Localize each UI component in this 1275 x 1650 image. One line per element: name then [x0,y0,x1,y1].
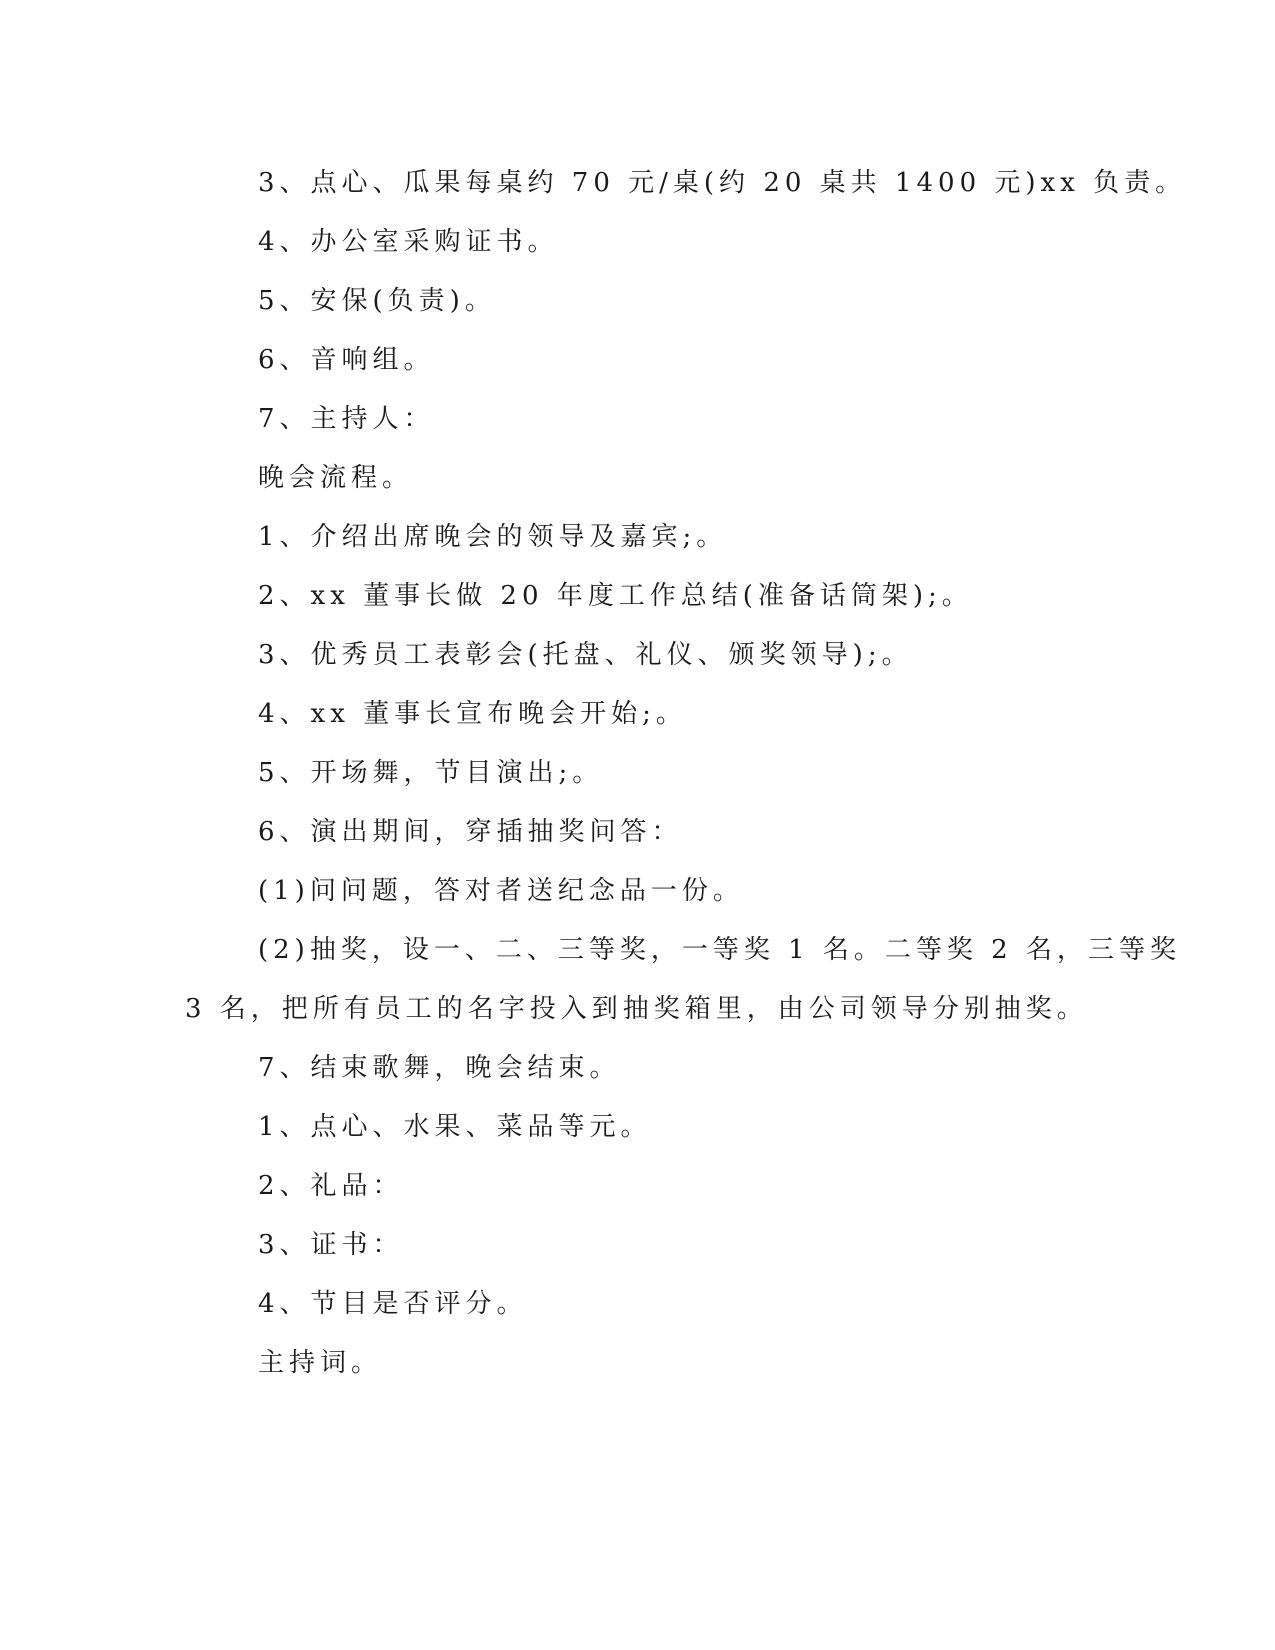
text-line-lottery-qa: 6、演出期间，穿插抽奖问答： [258,817,683,847]
section-heading-host-script: 主持词。 [258,1348,383,1378]
text-line-certificates: 3、证书： [258,1230,404,1260]
text-line-introduce-guests: 1、介绍出席晚会的领导及嘉宾;。 [258,522,728,552]
text-line-certificates-purchase: 4、办公室采购证书。 [258,227,559,257]
text-line-refreshments: 3、点心、瓜果每桌约 70 元/桌(约 20 桌共 1400 元)xx 负责。 [258,168,1187,198]
text-line-annual-summary: 2、xx 董事长做 20 年度工作总结(准备话筒架);。 [258,581,973,611]
text-line-lottery-prizes: (2)抽奖，设一、二、三等奖，一等奖 1 名。二等奖 2 名，三等奖 [258,935,1181,965]
text-line-sound-team: 6、音响组。 [258,345,435,375]
text-line-security: 5、安保(负责)。 [258,286,496,316]
text-line-closing: 7、结束歌舞，晚会结束。 [258,1053,621,1083]
text-line-opening-dance: 5、开场舞，节目演出;。 [258,758,604,788]
text-line-host: 7、主持人： [258,404,435,434]
text-line-food-budget: 1、点心、水果、菜品等元。 [258,1112,652,1142]
text-line-announce-start: 4、xx 董事长宣布晚会开始;。 [258,699,687,729]
text-line-scoring: 4、节目是否评分。 [258,1289,528,1319]
text-line-gifts: 2、礼品： [258,1171,404,1201]
text-line-quiz: (1)问问题，答对者送纪念品一份。 [258,876,744,906]
text-line-staff-awards: 3、优秀员工表彰会(托盘、礼仪、颁奖领导);。 [258,640,913,670]
section-heading-program-flow: 晚会流程。 [258,463,414,493]
text-line-lottery-prizes-cont: 3 名，把所有员工的名字投入到抽奖箱里，由公司领导分别抽奖。 [185,994,1088,1024]
